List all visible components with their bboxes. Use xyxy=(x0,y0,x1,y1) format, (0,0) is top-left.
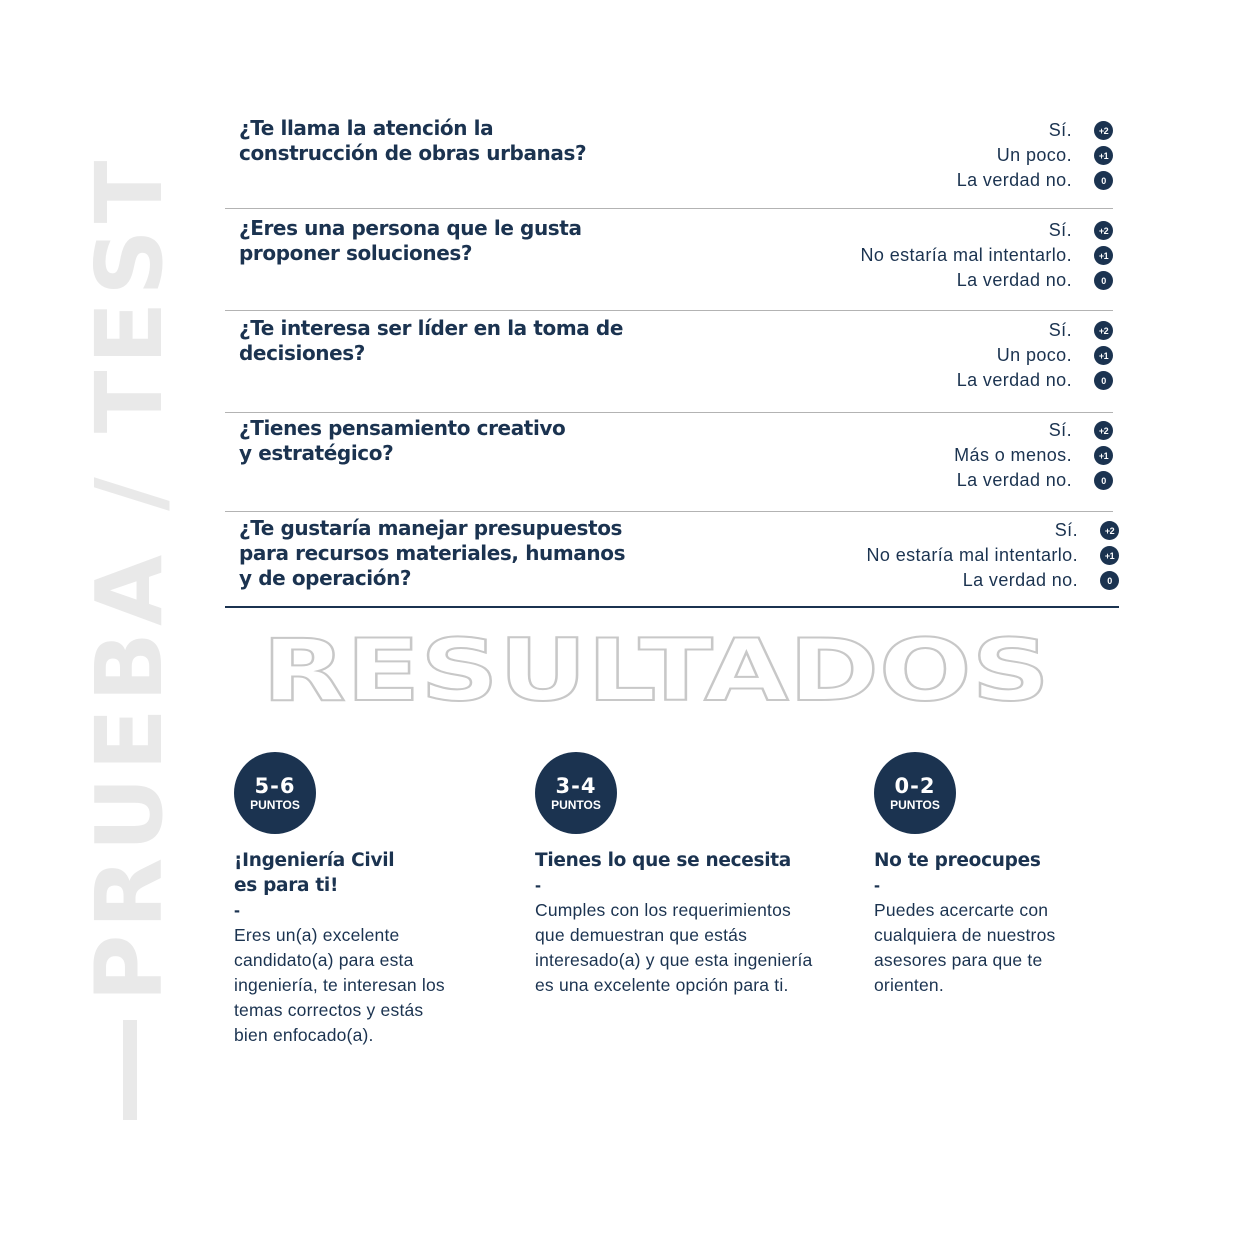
answer-label: La verdad no. xyxy=(962,570,1078,590)
result-separator: - xyxy=(234,900,240,920)
question-line: ¿Te gustaría manejar presupuestos xyxy=(239,516,623,540)
answer-option xyxy=(861,268,1114,293)
points-badge: +1 xyxy=(1094,146,1113,165)
points-badge: +2 xyxy=(1094,121,1113,140)
result-description-line: Puedes acercarte con xyxy=(874,900,1049,920)
result-description-line: ingeniería, te interesan los xyxy=(234,975,445,995)
points-badge: +1 xyxy=(1094,346,1113,365)
result-separator: - xyxy=(535,875,541,895)
score-unit: PUNTOS xyxy=(890,797,940,812)
result-card xyxy=(535,752,835,998)
result-description-line: Eres un(a) excelente xyxy=(234,925,400,945)
answer-option xyxy=(957,143,1113,168)
question-line: decisiones? xyxy=(239,341,366,365)
answer-option xyxy=(867,568,1120,593)
answer-option xyxy=(957,318,1113,343)
answer-options xyxy=(957,318,1113,393)
answer-label: No estaría mal intentarlo. xyxy=(860,245,1072,265)
question-row xyxy=(225,516,1119,608)
answer-label: La verdad no. xyxy=(956,170,1072,190)
result-description-line: que demuestran que estás xyxy=(535,925,748,945)
question-row xyxy=(225,116,1113,209)
points-badge: 0 xyxy=(1094,371,1113,390)
result-card xyxy=(874,752,1174,998)
result-heading xyxy=(535,848,835,873)
result-description xyxy=(874,898,1174,998)
answer-option xyxy=(867,543,1120,568)
question-text xyxy=(239,416,659,466)
answer-options xyxy=(867,518,1120,593)
results-title-text: RESULTADOS xyxy=(262,628,1050,718)
side-title xyxy=(76,120,183,1120)
score-range: 0-2 xyxy=(894,773,936,798)
score-unit: PUNTOS xyxy=(250,797,300,812)
question-line: proponer soluciones? xyxy=(239,241,473,265)
result-heading-line: ¡Ingeniería Civil xyxy=(234,850,395,871)
answer-option xyxy=(957,343,1113,368)
answer-options xyxy=(861,218,1114,293)
score-badge xyxy=(535,752,617,834)
result-description-line: Cumples con los requerimientos xyxy=(535,900,791,920)
result-description-line: es una excelente opción para ti. xyxy=(535,975,789,995)
answer-label: La verdad no. xyxy=(956,270,1072,290)
answer-label: Sí. xyxy=(1048,220,1072,240)
side-title-text: PRUEBA / TEST xyxy=(76,154,183,1002)
answer-label: La verdad no. xyxy=(956,470,1072,490)
result-description-line: asesores para que te xyxy=(874,950,1043,970)
answer-label: La verdad no. xyxy=(956,370,1072,390)
answer-option xyxy=(861,218,1114,243)
points-badge: +1 xyxy=(1094,246,1113,265)
question-row xyxy=(225,316,1113,413)
answer-option xyxy=(954,443,1113,468)
answer-label: Sí. xyxy=(1048,420,1072,440)
result-heading xyxy=(234,848,534,898)
answer-option xyxy=(957,168,1113,193)
question-text xyxy=(239,516,659,591)
question-line: y de operación? xyxy=(239,566,412,590)
result-description-line: temas correctos y estás xyxy=(234,1000,424,1020)
result-description-line: candidato(a) para esta xyxy=(234,950,414,970)
result-description-line: interesado(a) y que esta ingeniería xyxy=(535,950,813,970)
question-line: ¿Te interesa ser líder en la toma de xyxy=(239,316,623,340)
points-badge: +2 xyxy=(1094,221,1113,240)
answer-label: Un poco. xyxy=(996,145,1072,165)
points-badge: 0 xyxy=(1094,271,1113,290)
result-description-line: orienten. xyxy=(874,975,944,995)
answer-option xyxy=(954,418,1113,443)
score-badge xyxy=(874,752,956,834)
answer-label: Más o menos. xyxy=(954,445,1072,465)
question-line: ¿Eres una persona que le gusta xyxy=(239,216,582,240)
points-badge: 0 xyxy=(1100,571,1119,590)
result-description-line: cualquiera de nuestros xyxy=(874,925,1056,945)
question-text xyxy=(239,316,659,366)
question-row xyxy=(225,216,1113,311)
answer-label: Un poco. xyxy=(996,345,1072,365)
result-card xyxy=(234,752,534,1048)
answer-options xyxy=(957,118,1113,193)
result-separator: - xyxy=(874,875,880,895)
points-badge: 0 xyxy=(1094,171,1113,190)
points-badge: +1 xyxy=(1094,446,1113,465)
answer-option xyxy=(957,118,1113,143)
answer-option xyxy=(957,368,1113,393)
question-text xyxy=(239,116,659,166)
points-badge: +1 xyxy=(1100,546,1119,565)
points-badge: +2 xyxy=(1094,421,1113,440)
answer-label: Sí. xyxy=(1048,320,1072,340)
result-heading-line: No te preocupes xyxy=(874,850,1041,871)
points-badge: +2 xyxy=(1100,521,1119,540)
result-heading xyxy=(874,848,1174,873)
side-title-dash xyxy=(123,1020,137,1120)
question-text xyxy=(239,216,659,266)
question-line: y estratégico? xyxy=(239,441,394,465)
answer-option xyxy=(954,468,1113,493)
score-unit: PUNTOS xyxy=(551,797,601,812)
score-range: 5-6 xyxy=(254,773,296,798)
question-row xyxy=(225,416,1113,512)
answer-label: No estaría mal intentarlo. xyxy=(866,545,1078,565)
question-line: ¿Tienes pensamiento creativo xyxy=(239,416,566,440)
score-range: 3-4 xyxy=(555,773,597,798)
answer-option xyxy=(867,518,1120,543)
answer-label: Sí. xyxy=(1054,520,1078,540)
question-line: construcción de obras urbanas? xyxy=(239,141,587,165)
result-description-line: bien enfocado(a). xyxy=(234,1025,374,1045)
points-badge: +2 xyxy=(1094,321,1113,340)
question-line: para recursos materiales, humanos xyxy=(239,541,626,565)
results-title xyxy=(256,628,1056,718)
answer-label: Sí. xyxy=(1048,120,1072,140)
answer-options xyxy=(954,418,1113,493)
result-description xyxy=(234,923,534,1048)
result-heading-line: es para ti! xyxy=(234,875,339,896)
result-heading-line: Tienes lo que se necesita xyxy=(535,850,791,871)
answer-option xyxy=(861,243,1114,268)
question-line: ¿Te llama la atención la xyxy=(239,116,494,140)
result-description xyxy=(535,898,835,998)
score-badge xyxy=(234,752,316,834)
points-badge: 0 xyxy=(1094,471,1113,490)
